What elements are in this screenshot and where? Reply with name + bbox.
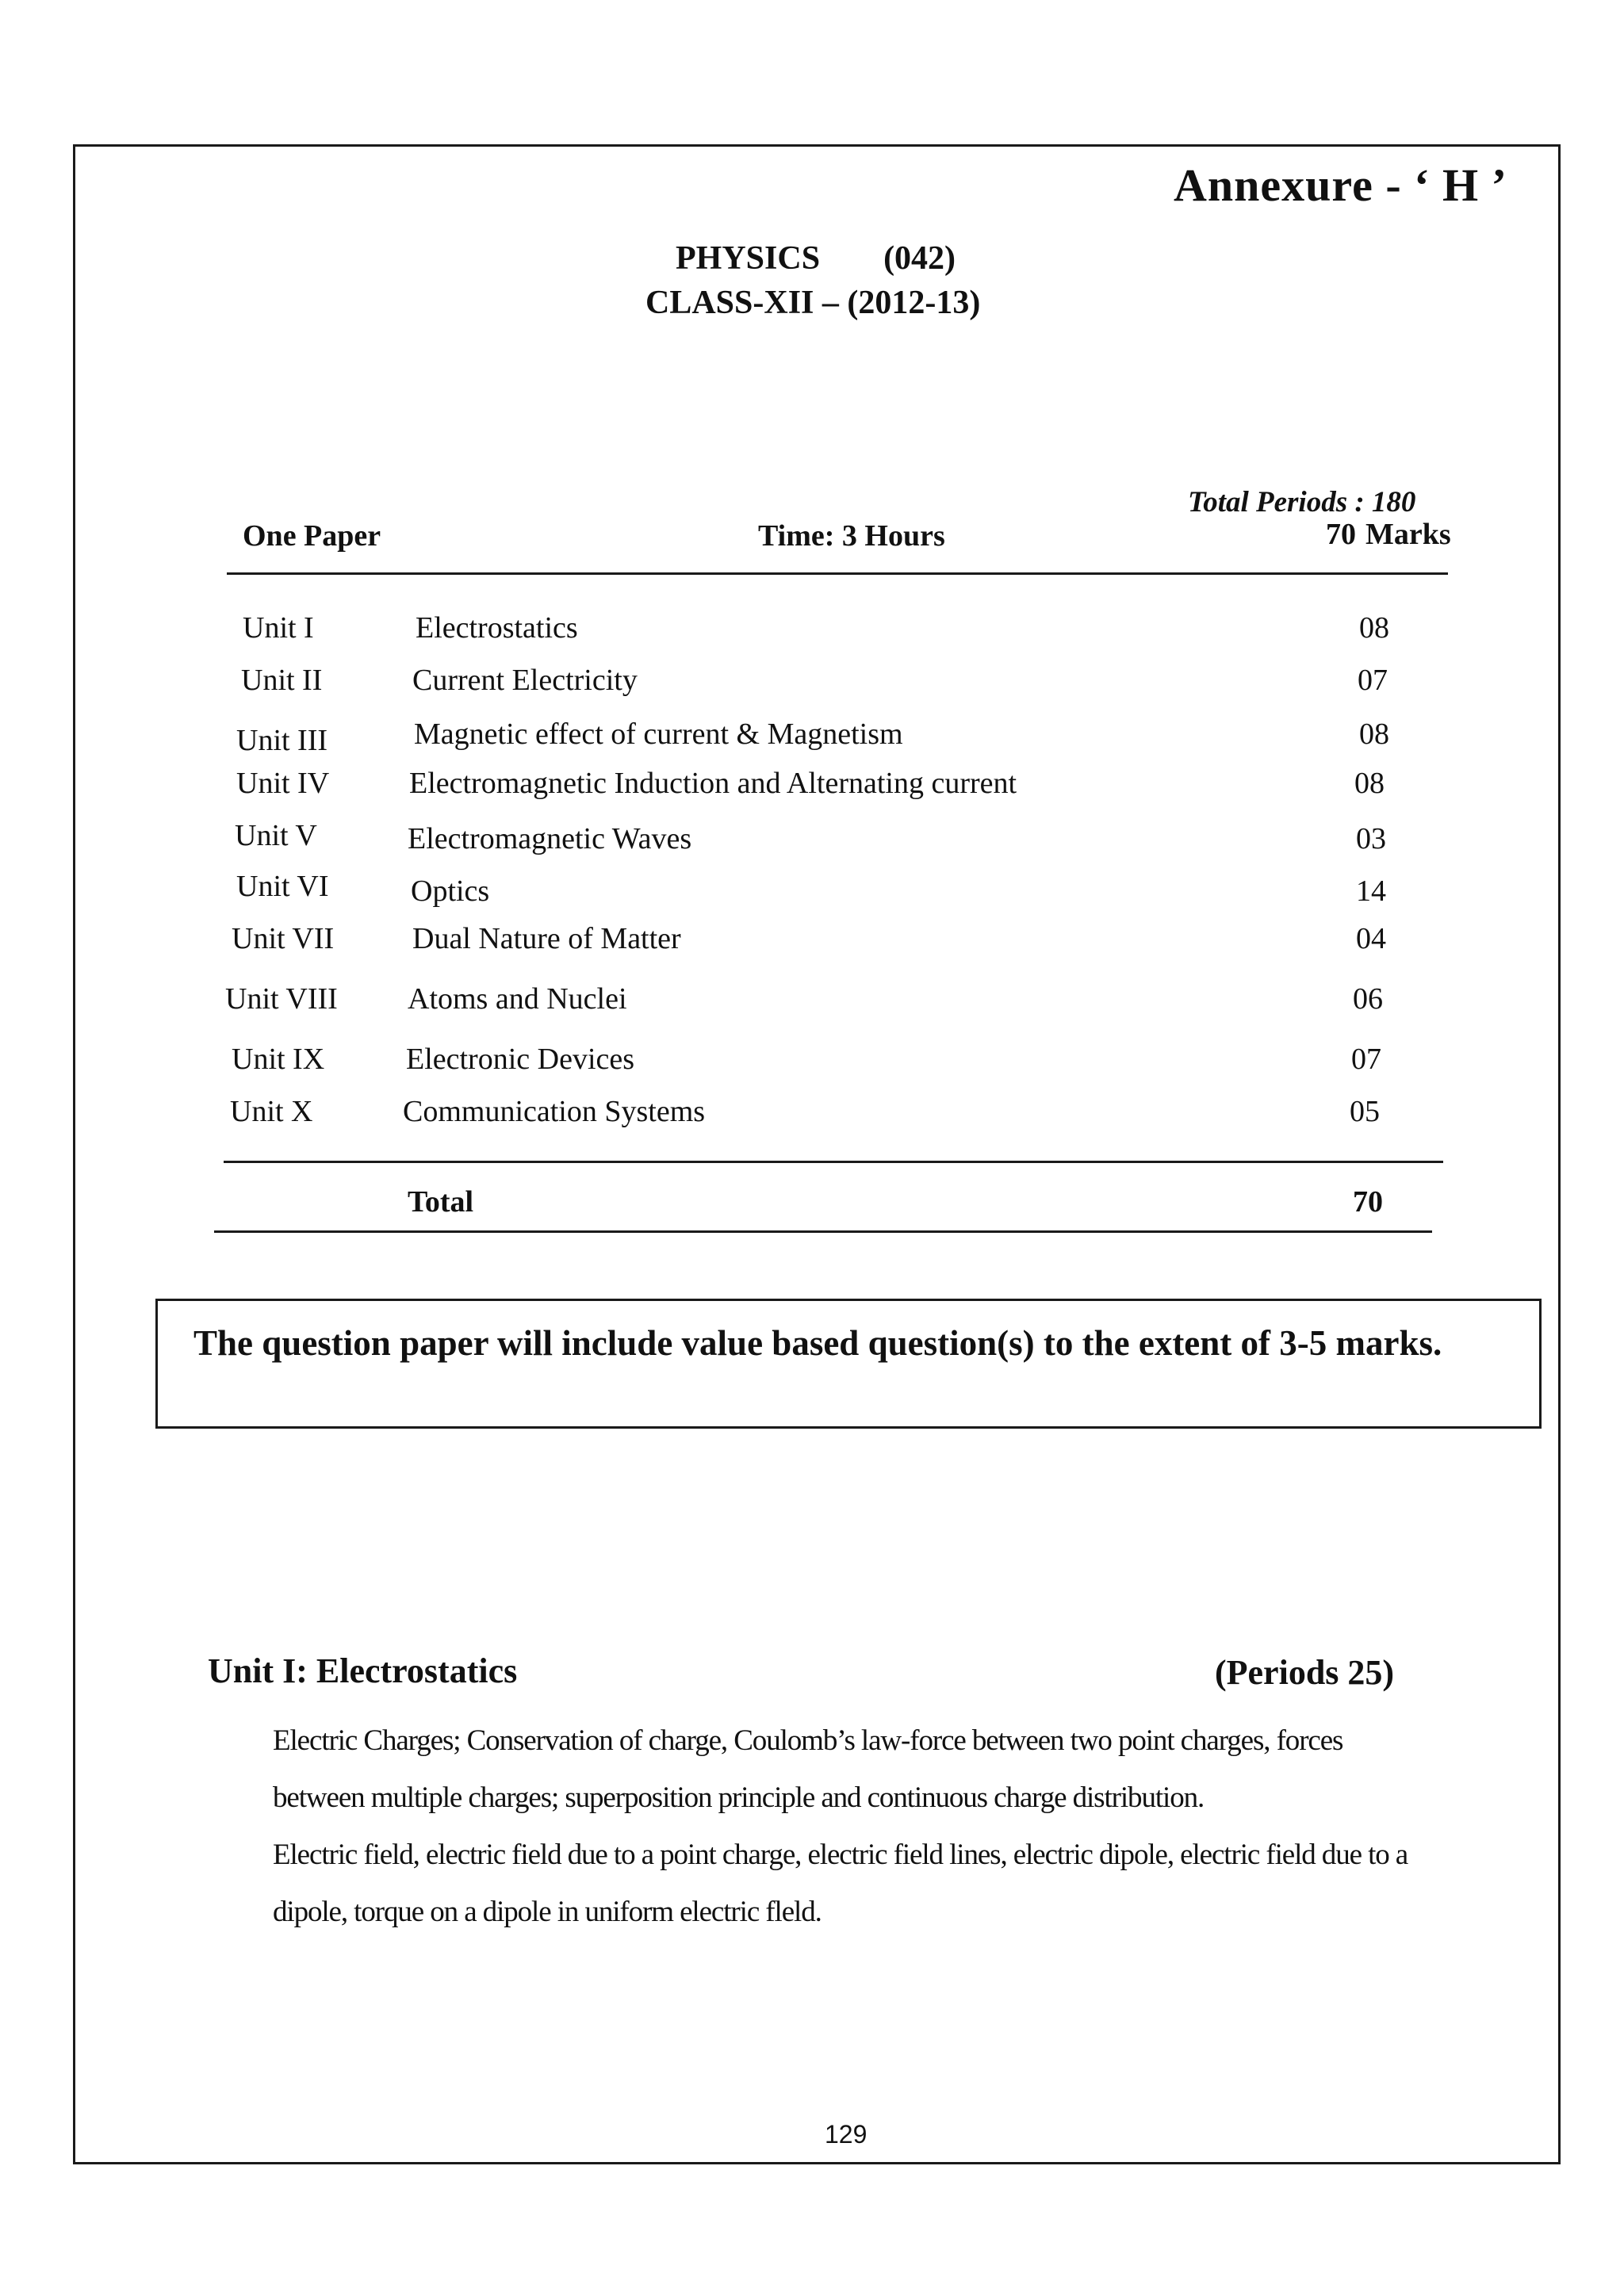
table-row	[0, 921, 1624, 961]
unit-title: Dual Nature of Matter	[412, 922, 681, 955]
unit-marks: 07	[1351, 1043, 1381, 1076]
unit-marks: 06	[1353, 982, 1383, 1016]
unit-number: Unit X	[230, 1095, 313, 1128]
unit-marks: 03	[1356, 822, 1386, 855]
unit-heading: Unit I: Electrostatics	[208, 1651, 518, 1690]
paper-label: One Paper	[243, 519, 381, 553]
unit-title: Current Electricity	[412, 664, 638, 697]
subject-code: (042)	[883, 240, 956, 277]
table-row	[0, 869, 1624, 909]
unit-marks: 08	[1354, 767, 1385, 800]
note-box	[155, 1299, 1542, 1429]
total-value: 70	[1353, 1185, 1383, 1219]
unit-number: Unit II	[241, 664, 323, 697]
unit-periods: (Periods 25)	[1215, 1653, 1395, 1692]
unit-number: Unit VI	[236, 870, 329, 903]
syllabus-paragraph: Electric Charges; Conservation of charge, Coulomb’s law-force between two point charges, forces between multiple charges; superposition principle and continuous charge distribution.	[273, 1724, 1343, 1814]
unit-number: Unit VII	[232, 922, 335, 955]
value-based-note: The question paper will include value based question(s) to the extent of 3-5 marks.	[193, 1323, 1442, 1363]
unit-number: Unit IV	[236, 767, 330, 800]
unit-title: Electromagnetic Waves	[408, 822, 692, 855]
marks-label: Marks	[1365, 518, 1451, 551]
unit-number: Unit I	[243, 611, 314, 645]
unit-number: Unit V	[235, 819, 317, 852]
unit-marks: 08	[1359, 718, 1389, 751]
time-label: Time: 3 Hours	[758, 519, 945, 553]
unit-title: Atoms and Nuclei	[408, 982, 627, 1016]
unit-number: Unit VIII	[225, 982, 338, 1016]
table-row	[0, 766, 1624, 806]
total-periods: Total Periods : 180	[1188, 486, 1416, 519]
unit-marks: 05	[1350, 1095, 1380, 1128]
page-number: 129	[825, 2120, 868, 2149]
unit-title: Electromagnetic Induction and Alternating current	[409, 767, 1017, 800]
table-row	[0, 1094, 1624, 1134]
table-bottom-rule	[214, 1230, 1432, 1233]
total-label: Total	[408, 1185, 474, 1219]
annexure-label: Annexure - ‘ H ’	[1174, 159, 1507, 211]
table-row	[0, 610, 1624, 650]
unit-number: Unit IX	[232, 1043, 325, 1076]
unit-marks: 07	[1358, 664, 1388, 697]
table-total-rule	[224, 1161, 1443, 1163]
unit-number: Unit III	[236, 724, 328, 757]
table-row	[0, 982, 1624, 1021]
subject-name: PHYSICS	[676, 240, 821, 277]
unit-title: Communication Systems	[403, 1095, 706, 1128]
table-row	[0, 663, 1624, 702]
unit-marks: 04	[1356, 922, 1386, 955]
syllabus-paragraph: Electric field, electric field due to a point charge, electric field lines, electric dipole, electric field due to a dipole, torque on a dipole in uniform electric fleld.	[273, 1839, 1408, 1928]
class-title: CLASS-XII – (2012-13)	[645, 285, 981, 321]
table-row	[0, 818, 1624, 858]
unit-title: Optics	[411, 874, 490, 908]
unit-title: Electrostatics	[416, 611, 578, 645]
unit-marks: 14	[1356, 874, 1386, 908]
marks-value: 70	[1326, 518, 1356, 551]
table-row	[0, 1042, 1624, 1081]
unit-title: Electronic Devices	[406, 1043, 635, 1076]
unit-marks: 08	[1359, 611, 1389, 645]
unit-title: Magnetic effect of current & Magnetism	[414, 718, 903, 751]
table-row	[0, 717, 1624, 756]
